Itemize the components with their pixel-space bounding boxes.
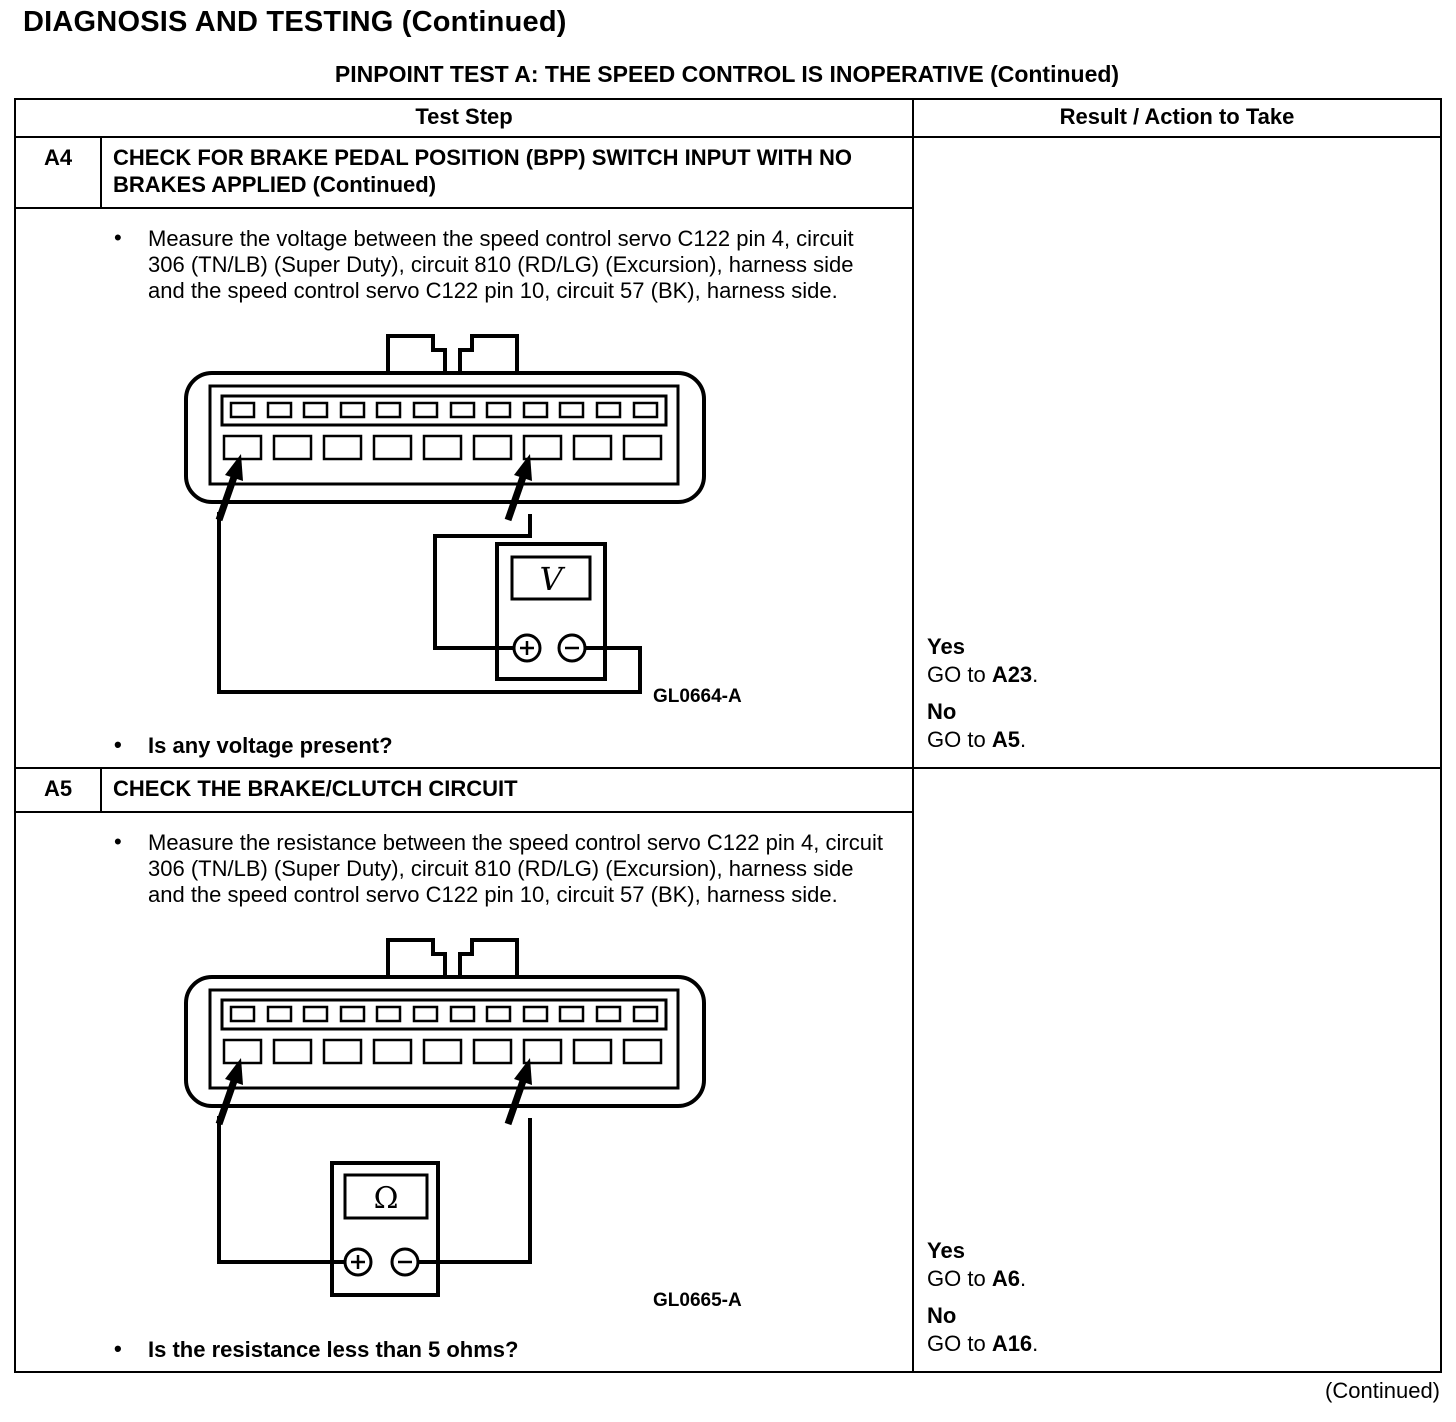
connector-ohmmeter-figure (183, 928, 773, 1323)
figure-label: GL0664-A (653, 686, 742, 707)
pinpoint-test-table (14, 98, 1442, 1373)
connector-drawing (186, 336, 704, 502)
result-answer-yes: Yes (927, 1238, 965, 1263)
result-block-no (927, 698, 1432, 754)
go-to-period: . (1019, 727, 1027, 752)
meter-symbol: V (539, 560, 563, 598)
step-a4-question: • Is any voltage present? (112, 733, 883, 759)
meter-symbol: Ω (373, 1181, 399, 1216)
pinpoint-test-title: PINPOINT TEST A: THE SPEED CONTROL IS INOPERATIVE (Continued) (334, 61, 1120, 87)
probe-arrow-icons (219, 454, 532, 520)
step-a5-question: • Is the resistance less than 5 ohms? (112, 1337, 883, 1363)
column-header-test-step: Test Step (15, 99, 913, 137)
step-a5-title: CHECK THE BRAKE/CLUTCH CIRCUIT (101, 768, 913, 812)
go-to-target: A6 (991, 1266, 1020, 1291)
go-to-target: A5 (991, 727, 1020, 752)
result-action-no (927, 1329, 1432, 1358)
step-a5-id: A5 (15, 768, 101, 812)
go-to-target: A23 (991, 662, 1033, 687)
connector-voltmeter-figure (183, 324, 773, 719)
step-a5-content (15, 812, 913, 1372)
step-a4-id: A4 (15, 137, 101, 208)
go-to-period: . (1032, 662, 1039, 687)
result-answer-no: No (927, 1303, 957, 1328)
step-a4-title: CHECK FOR BRAKE PEDAL POSITION (BPP) SWITCH INPUT WITH NO BRAKES APPLIED (Continued) (101, 137, 913, 208)
step-a5-title-row (15, 768, 1441, 812)
result-action-no (927, 725, 1432, 754)
meter-and-leads (219, 512, 640, 692)
result-block-no (927, 1302, 1432, 1358)
go-to-text: GO to (927, 1331, 992, 1356)
result-block-yes (927, 633, 1432, 689)
step-a5-result-cell (913, 768, 1441, 1372)
probe-arrow-icons (219, 1058, 532, 1124)
go-to-text: GO to (927, 662, 992, 687)
go-to-target: A16 (991, 1331, 1033, 1356)
step-a4-result-cell (913, 137, 1441, 768)
table-header-row (15, 99, 1441, 137)
meter-and-leads (219, 1116, 530, 1295)
main-heading: DIAGNOSIS AND TESTING (Continued) (23, 6, 567, 38)
step-a4-title-row (15, 137, 1441, 208)
result-action-yes (927, 660, 1432, 689)
step-a4-content (15, 208, 913, 768)
result-block-yes (927, 1237, 1432, 1293)
column-header-result-action: Result / Action to Take (913, 99, 1441, 137)
result-answer-yes: Yes (927, 634, 965, 659)
connector-drawing (186, 940, 704, 1106)
step-a4-instruction: • Measure the voltage between the speed control servo C122 pin 4, circuit 306 (TN/LB) (Super Duty), circuit 810 (RD/LG) (Excursion), harness side and the speed control servo C122 pin 10, circuit 57 (BK), harness side. (112, 226, 883, 304)
figure-label: GL0665-A (653, 1290, 742, 1311)
go-to-text: GO to (927, 1266, 992, 1291)
continued-note: (Continued) (1325, 1378, 1440, 1403)
go-to-text: GO to (927, 727, 992, 752)
go-to-period: . (1032, 1331, 1039, 1356)
result-action-yes (927, 1264, 1432, 1293)
go-to-period: . (1019, 1266, 1027, 1291)
step-a5-instruction: • Measure the resistance between the speed control servo C122 pin 4, circuit 306 (TN/LB) (Super Duty), circuit 810 (RD/LG) (Excursion), harness side and the speed control servo C122 pin 10, circuit 57 (BK), harness side. (112, 830, 883, 908)
result-answer-no: No (927, 699, 957, 724)
